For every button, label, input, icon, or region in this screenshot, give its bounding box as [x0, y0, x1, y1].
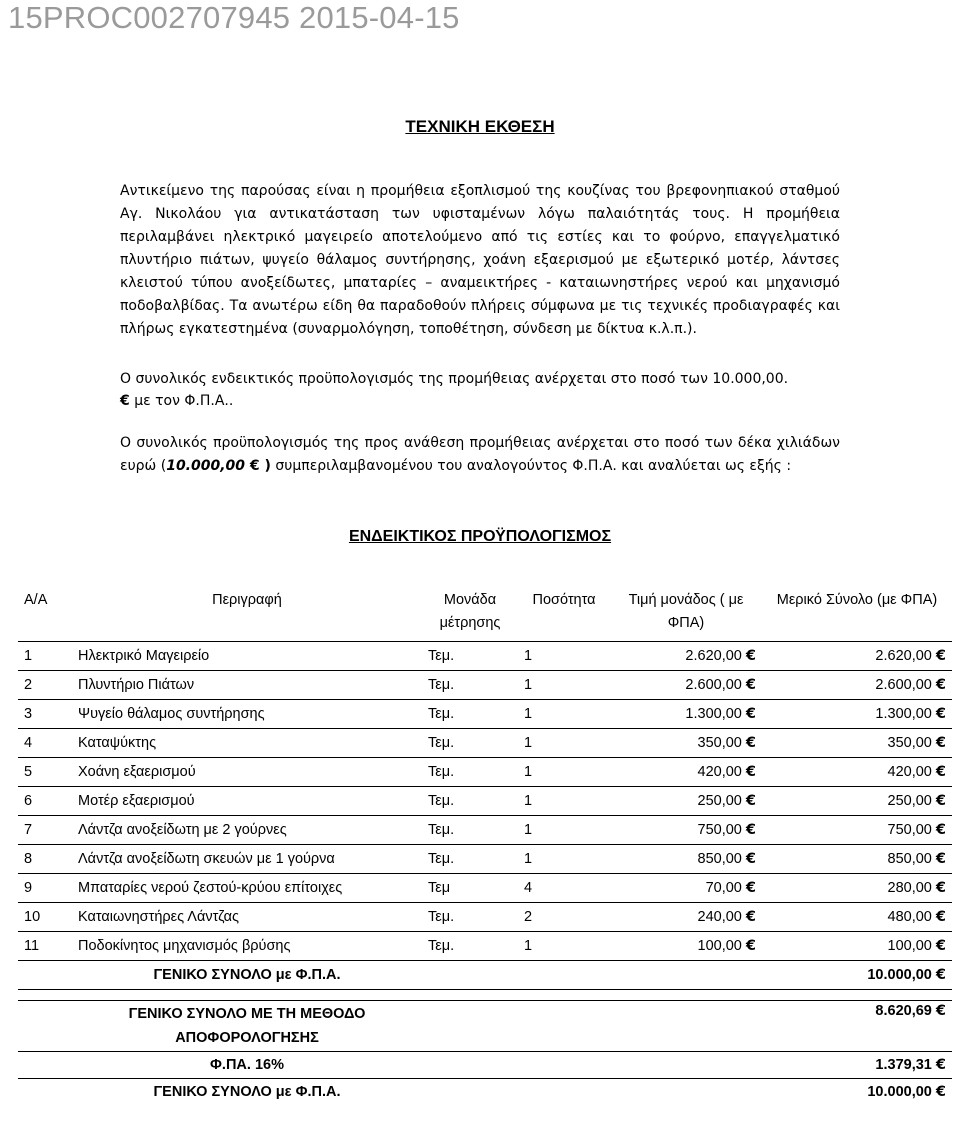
cell-description: Καταιωνηστήρες Λάντζας	[72, 903, 422, 932]
cell-description: Ποδοκίνητος μηχανισμός βρύσης	[72, 932, 422, 961]
header-subtotal: Μερικό Σύνολο (με ΦΠΑ)	[776, 592, 938, 608]
cell-subtotal: 2.600,00 €	[762, 671, 952, 700]
cell-subtotal: 480,00 €	[762, 903, 952, 932]
cell-unit-price: 420,00 €	[610, 758, 762, 787]
cell-unit: Τεμ.	[422, 729, 518, 758]
euro-icon: €	[935, 822, 946, 838]
breakdown-text-end: συμπεριλαμβανομένου του αναλογούντος Φ.Π.Α. και αναλύεται ως εξής :	[270, 458, 792, 474]
cell-num: 6	[18, 787, 72, 816]
cell-num: 1	[18, 642, 72, 671]
cell-subtotal: 1.300,00 €	[762, 700, 952, 729]
euro-icon: €	[935, 938, 946, 954]
cell-num: 2	[18, 671, 72, 700]
document-id: 15PROC002707945 2015-04-15	[8, 0, 460, 35]
euro-icon: €	[935, 851, 946, 867]
cell-subtotal: 420,00 €	[762, 758, 952, 787]
cell-quantity: 2	[518, 903, 610, 932]
cell-unit: Τεμ.	[422, 758, 518, 787]
cell-description: Ψυγείο θάλαμος συντήρησης	[72, 700, 422, 729]
table-row	[18, 671, 952, 700]
euro-icon: €	[935, 967, 946, 983]
cell-quantity: 1	[518, 700, 610, 729]
header-unit-price: Τιμή μονάδος ( με ΦΠΑ)	[628, 592, 744, 631]
cell-subtotal: 280,00 €	[762, 874, 952, 903]
euro-icon: €	[935, 1084, 946, 1100]
cell-unit-price: 2.620,00 €	[610, 642, 762, 671]
euro-icon: €	[745, 677, 756, 693]
euro-icon: €	[935, 1057, 946, 1073]
euro-icon: €	[745, 735, 756, 751]
cell-quantity: 1	[518, 845, 610, 874]
grand-total-label: ΓΕΝΙΚΟ ΣΥΝΟΛΟ με Φ.Π.Α.	[72, 1079, 422, 1106]
cell-num: 3	[18, 700, 72, 729]
cell-unit: Τεμ.	[422, 671, 518, 700]
cell-unit: Τεμ.	[422, 642, 518, 671]
cell-unit-price: 850,00 €	[610, 845, 762, 874]
euro-icon: €	[745, 909, 756, 925]
euro-icon: €	[745, 648, 756, 664]
budget-summary-paragraph	[120, 368, 840, 412]
cell-subtotal: 250,00 €	[762, 787, 952, 816]
header-num: Α/Α	[24, 592, 48, 608]
euro-icon: €	[745, 706, 756, 722]
table-row	[18, 903, 952, 932]
cell-description: Μοτέρ εξαερισμού	[72, 787, 422, 816]
total-value: 10.000,00 €	[762, 961, 952, 990]
euro-icon: €	[935, 735, 946, 751]
cell-unit: Τεμ.	[422, 903, 518, 932]
header-description: Περιγραφή	[212, 592, 282, 608]
cell-num: 7	[18, 816, 72, 845]
budget-section-title: ΕΝΔΕΙΚΤΙΚΟΣ ΠΡΟΫΠΟΛΟΓΙΣΜΟΣ	[348, 528, 612, 545]
vat-label: Φ.ΠΑ. 16%	[72, 1052, 422, 1079]
breakdown-text-start: Ο συνολικός προϋπολογισμός της προς ανάθεση προμήθειας ανέρχεται στο ποσό των δέκα χιλιάδων ευρώ (	[120, 435, 840, 474]
cell-unit-price: 70,00 €	[610, 874, 762, 903]
euro-icon: €	[935, 648, 946, 664]
cell-subtotal: 850,00 €	[762, 845, 952, 874]
budget-table	[18, 586, 952, 1105]
cell-num: 11	[18, 932, 72, 961]
breakdown-amount: 10.000,00	[166, 458, 246, 474]
cell-unit-price: 100,00 €	[610, 932, 762, 961]
cell-subtotal: 750,00 €	[762, 816, 952, 845]
cell-quantity: 4	[518, 874, 610, 903]
cell-subtotal: 100,00 €	[762, 932, 952, 961]
cell-description: Χοάνη εξαερισμού	[72, 758, 422, 787]
euro-icon: €	[935, 1003, 946, 1019]
cell-description: Ηλεκτρικό Μαγειρείο	[72, 642, 422, 671]
cell-quantity: 1	[518, 758, 610, 787]
table-row	[18, 816, 952, 845]
cell-unit: Τεμ	[422, 874, 518, 903]
cell-unit: Τεμ.	[422, 845, 518, 874]
euro-icon: €	[745, 793, 756, 809]
total-label: ΓΕΝΙΚΟ ΣΥΝΟΛΟ με Φ.Π.Α.	[72, 961, 422, 990]
table-row	[18, 932, 952, 961]
vat-row	[18, 1052, 952, 1079]
intro-paragraph: Αντικείμενο της παρούσας είναι η προμήθεια εξοπλισμού της κουζίνας του βρεφονηπιακού σταθμού Αγ. Νικολάου για αντικατάσταση των υφισταμένων λόγω παλαιότητάς τους. Η προμήθεια περιλαμβάνει ηλεκτρικό μαγειρείο αποτελούμενο από τις εστίες και το φούρνο, επαγγελματικό πλυντήριο πιάτων, ψυγείο θάλαμος συντήρησης, χοάνη εξαερισμού με εξωτερικό μοτέρ, λάντσες κλειστού τύπου ανοξείδωτες, μπαταρίες – αναμεικτήρες - καταιωνηστήρες νερού και μηχανισμό ποδοβαλβίδας. Τα ανωτέρω είδη θα παραδοθούν πλήρεις σύμφωνα με τις τεχνικές προδιαγραφές και πλήρως εγκατεστημένα (συναρμολόγηση, τοποθέτηση, σύνδεση με δίκτυα κ.λ.π.).	[120, 183, 840, 337]
table-row	[18, 874, 952, 903]
cell-description: Λάντζα ανοξείδωτη με 2 γούρνες	[72, 816, 422, 845]
cell-quantity: 1	[518, 932, 610, 961]
euro-icon: €	[935, 793, 946, 809]
table-row	[18, 700, 952, 729]
cell-num: 4	[18, 729, 72, 758]
euro-icon: €	[745, 851, 756, 867]
net-total-value: 8.620,69 €	[762, 1001, 952, 1052]
euro-icon: €	[745, 764, 756, 780]
cell-quantity: 1	[518, 671, 610, 700]
cell-description: Λάντζα ανοξείδωτη σκευών με 1 γούρνα	[72, 845, 422, 874]
euro-icon: €	[249, 458, 260, 474]
budget-summary-vat: με τον Φ.Π.Α..	[134, 393, 234, 409]
cell-num: 9	[18, 874, 72, 903]
cell-unit-price: 2.600,00 €	[610, 671, 762, 700]
grand-total-value: 10.000,00 €	[762, 1079, 952, 1106]
euro-icon: €	[120, 393, 130, 409]
euro-icon: €	[745, 938, 756, 954]
table-row	[18, 787, 952, 816]
vat-value: 1.379,31 €	[762, 1052, 952, 1079]
cell-num: 5	[18, 758, 72, 787]
cell-num: 8	[18, 845, 72, 874]
header-quantity: Ποσότητα	[532, 592, 596, 608]
cell-unit: Τεμ.	[422, 787, 518, 816]
cell-unit: Τεμ.	[422, 816, 518, 845]
cell-description: Πλυντήριο Πιάτων	[72, 671, 422, 700]
table-row	[18, 845, 952, 874]
cell-unit-price: 350,00 €	[610, 729, 762, 758]
cell-description: Μπαταρίες νερού ζεστού-κρύου επίτοιχες	[72, 874, 422, 903]
cell-unit-price: 240,00 €	[610, 903, 762, 932]
euro-icon: €	[935, 909, 946, 925]
euro-icon: €	[745, 880, 756, 896]
euro-icon: €	[935, 706, 946, 722]
net-total-row	[18, 1001, 952, 1052]
cell-subtotal: 2.620,00 €	[762, 642, 952, 671]
cell-unit: Τεμ.	[422, 700, 518, 729]
cell-description: Καταψύκτης	[72, 729, 422, 758]
euro-icon: €	[745, 822, 756, 838]
cell-quantity: 1	[518, 729, 610, 758]
cell-quantity: 1	[518, 816, 610, 845]
budget-summary-text: Ο συνολικός ενδεικτικός προϋπολογισμός της προμήθειας ανέρχεται στο ποσό των 10.000,00.	[120, 371, 789, 387]
table-row	[18, 642, 952, 671]
cell-quantity: 1	[518, 787, 610, 816]
grand-total-row	[18, 1079, 952, 1106]
euro-icon: €	[935, 764, 946, 780]
euro-icon: €	[935, 677, 946, 693]
table-row	[18, 729, 952, 758]
cell-unit-price: 750,00 €	[610, 816, 762, 845]
cell-unit-price: 1.300,00 €	[610, 700, 762, 729]
cell-unit-price: 250,00 €	[610, 787, 762, 816]
cell-num: 10	[18, 903, 72, 932]
budget-breakdown-paragraph: Ο συνολικός προϋπολογισμός της προς ανάθεση προμήθειας ανέρχεται στο ποσό των δέκα χιλιάδων ευρώ (10.000,00 € ) συμπεριλαμβανομένου του αναλογούντος Φ.Π.Α. και αναλύεται ως εξής :	[120, 435, 840, 474]
total-row	[18, 961, 952, 990]
table-row	[18, 758, 952, 787]
cell-subtotal: 350,00 €	[762, 729, 952, 758]
header-unit: Μονάδα μέτρησης	[439, 592, 501, 631]
cell-unit: Τεμ.	[422, 932, 518, 961]
cell-quantity: 1	[518, 642, 610, 671]
table-header-row	[18, 586, 952, 642]
report-title: ΤΕΧΝΙΚΗ ΕΚΘΕΣΗ	[405, 117, 555, 136]
net-total-label: ΓΕΝΙΚΟ ΣΥΝΟΛΟ ΜΕ ΤΗ ΜΕΘΟΔΟ ΑΠΟΦΟΡΟΛΟΓΗΣΗΣ	[72, 1001, 422, 1052]
euro-icon: €	[935, 880, 946, 896]
